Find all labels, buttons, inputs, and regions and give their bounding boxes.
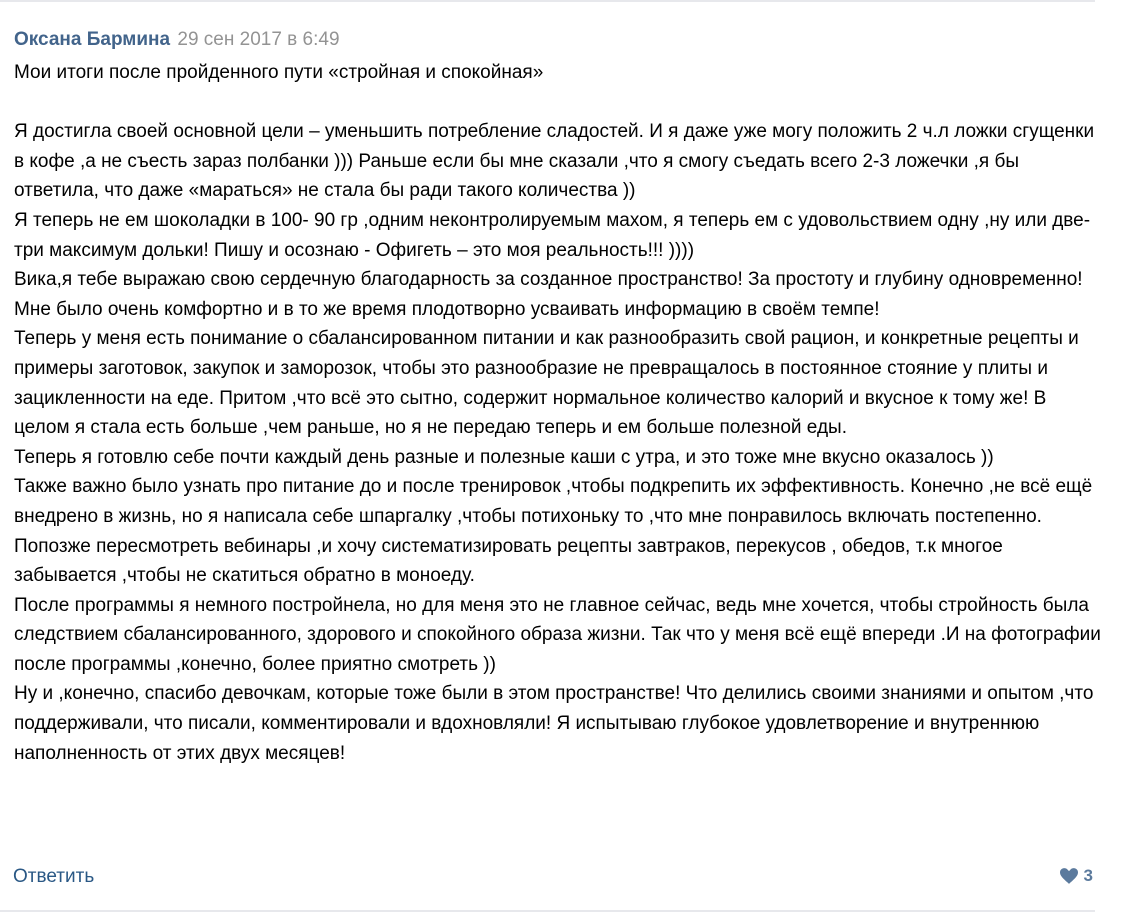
top-divider xyxy=(0,0,1095,2)
like-button[interactable] xyxy=(1060,866,1093,886)
comment-header xyxy=(14,27,1104,53)
comment-footer xyxy=(13,864,1093,892)
comment xyxy=(14,27,1104,768)
author-name-link[interactable]: Оксана Бармина xyxy=(14,29,171,50)
comment-paragraph: Также важно было узнать про питание до и после тренировок ,чтобы подкрепить их эффективность. Конечно ,не всё ещё внедрено в жизнь, но я написала себе шпаргалку ,чтобы потихоньку то ,что мне понравилось включать постепенно. Попозже пересмотреть вебинары ,и хочу систематизировать рецепты завтраков, перекусов , обедов, т.к многое забывается ,чтобы не скатиться обратно в моноеду. xyxy=(14,476,1093,587)
heart-icon xyxy=(1060,868,1078,884)
comment-paragraph: Теперь у меня есть понимание о сбалансированном питании и как разнообразить свой рацион, и конкретные рецепты и примеры заготовок, закупок и заморозок, чтобы это разнообразие не превращалось в постоянное стояние у плиты и зацикленности на еде. Притом ,что всё это сытно, содержит нормальное количество калорий и вкусное к тому же! В целом я стала есть больше ,чем раньше, но я не передаю теперь и ем больше полезной еды. xyxy=(14,328,1079,439)
comment-paragraph: Я достигла своей основной цели – уменьшить потребление сладостей. И я даже уже могу положить 2 ч.л ложки сгущенки в кофе ,а не съесть зараз полбанки ))) Раньше если бы мне сказали ,что я смогу съедать всего 2-3 ложечки ,я бы ответила, что даже «мараться» не стала бы ради такого количества )) xyxy=(14,121,1095,202)
comment-date-link[interactable]: 29 сен 2017 в 6:49 xyxy=(177,29,340,50)
comment-paragraph: После программы я немного постройнела, но для меня это не главное сейчас, ведь мне хочется, чтобы стройность была следствием сбалансированного, здорового и спокойного образа жизни. Так что у меня всё ещё впереди .И на фотографии после программы ,конечно, более приятно смотреть )) xyxy=(14,594,1101,675)
reply-button[interactable]: Ответить xyxy=(13,866,95,887)
comment-text xyxy=(14,58,1104,768)
comment-paragraph: Мои итоги после пройденного пути «стройная и спокойная» xyxy=(14,62,544,83)
like-count: 3 xyxy=(1083,866,1093,885)
bottom-divider xyxy=(0,910,1095,912)
comment-paragraph: Я теперь не ем шоколадки в 100- 90 гр ,одним неконтролируемым махом, я теперь ем с удовольствием одну ,ну или две-три максимум дольки! Пишу и осознаю - Офигеть – это моя реальность!!! )))) xyxy=(14,209,1091,261)
comment-paragraph: Ну и ,конечно, спасибо девочкам, которые тоже были в этом пространстве! Что делились своими знаниями и опытом ,что поддерживали, что писали, комментировали и вдохновляли! Я испытываю глубокое удовлетворение и внутреннюю наполненность от этих двух месяцев! xyxy=(14,683,1094,764)
comment-blank-line xyxy=(14,88,1104,118)
comment-paragraph: Теперь я готовлю себе почти каждый день разные и полезные каши с утра, и это тоже мне вкусно оказалось )) xyxy=(14,446,994,468)
comment-paragraph: Вика,я тебе выражаю свою сердечную благодарность за созданное пространство! За простоту и глубину одновременно! Мне было очень комфортно и в то же время плодотворно усваивать информацию в своём темпе! xyxy=(14,269,1083,320)
